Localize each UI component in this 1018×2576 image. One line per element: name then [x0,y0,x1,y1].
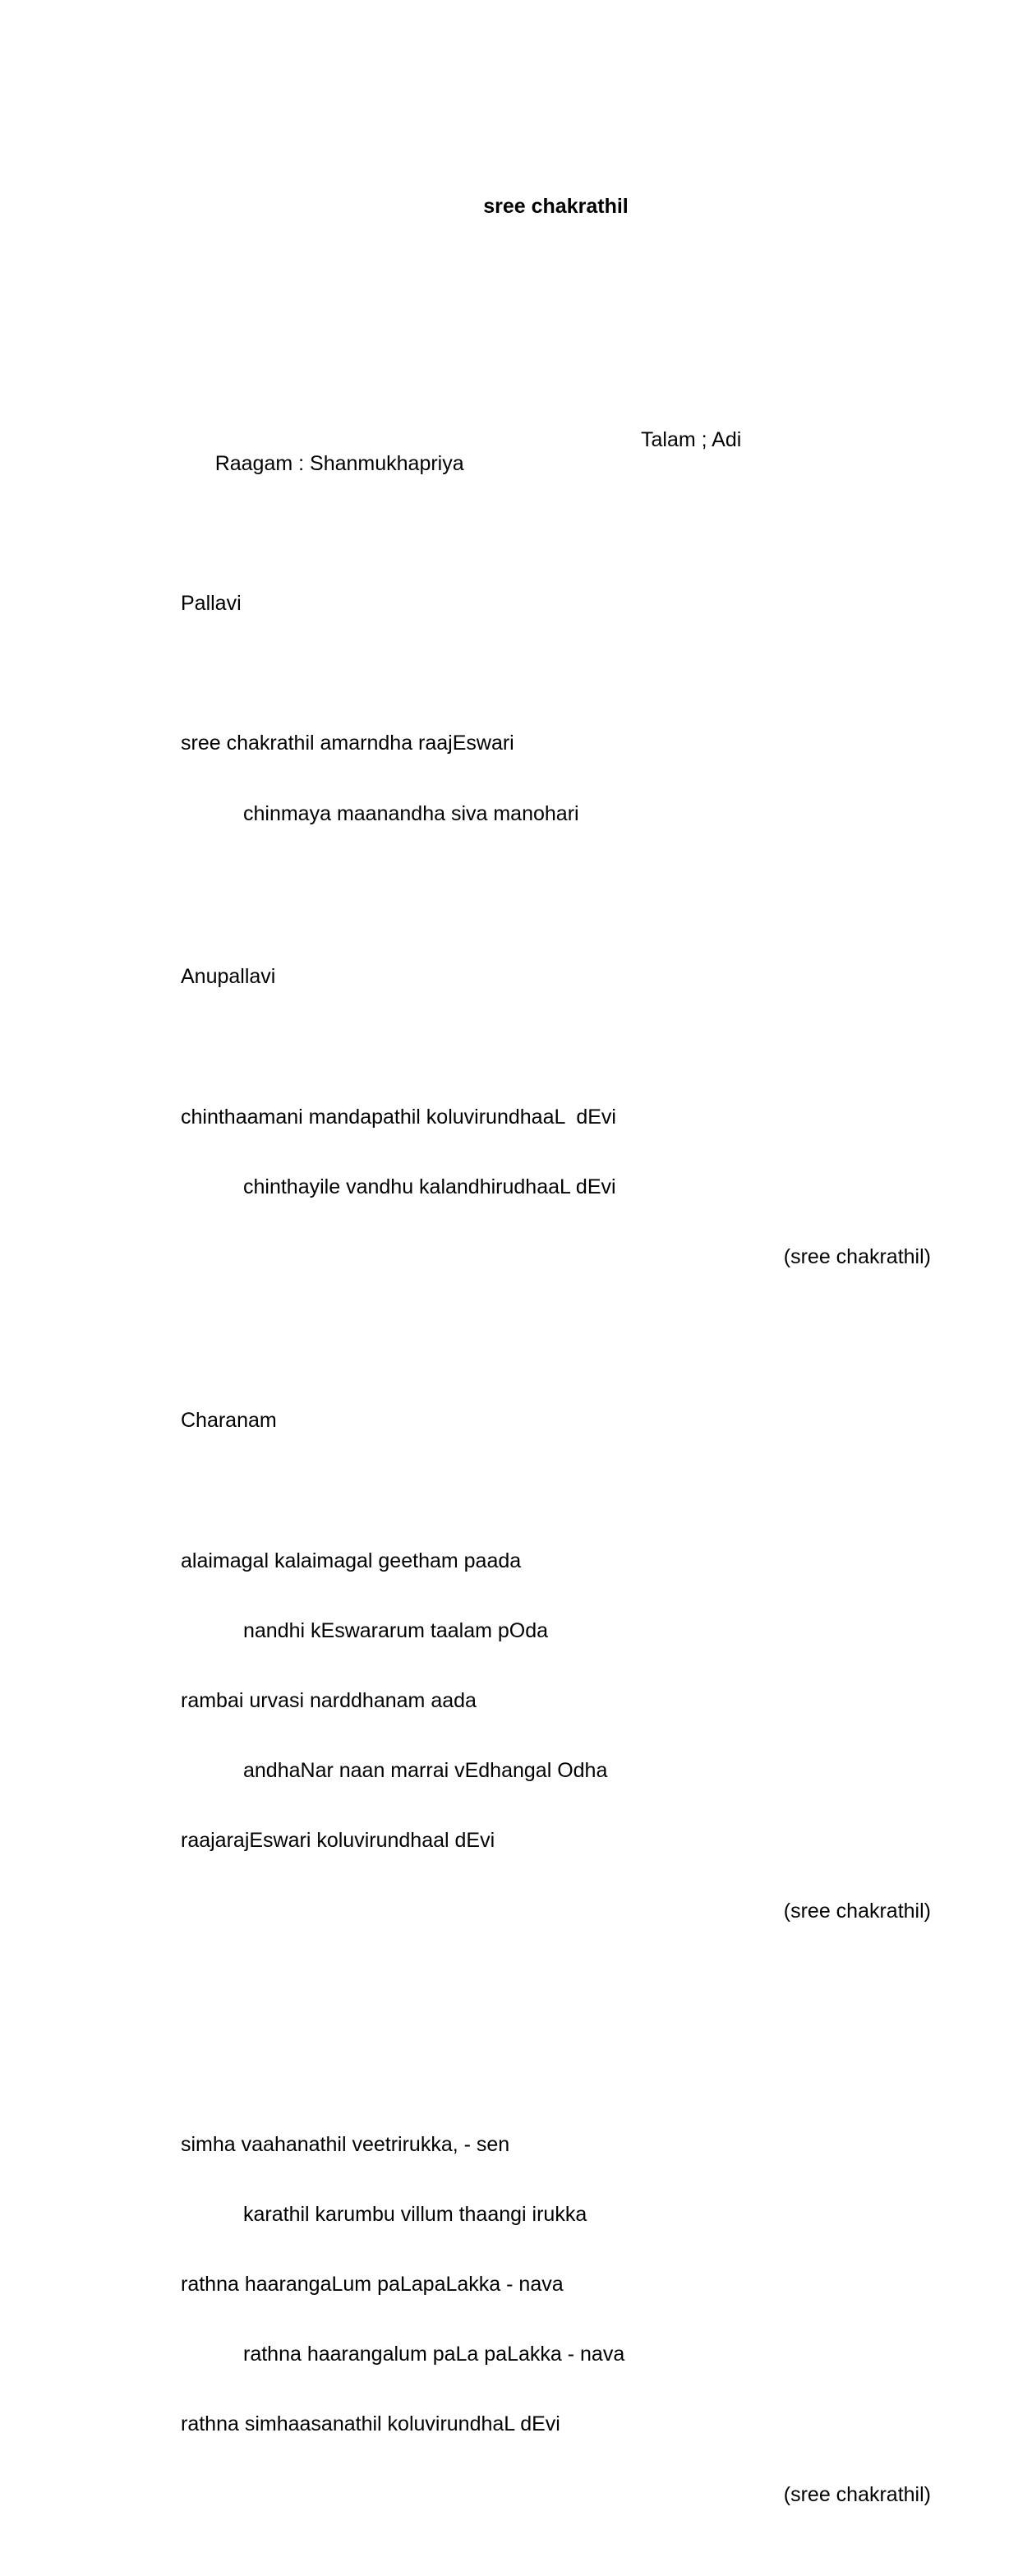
lyrics-content [181,125,931,2576]
pallavi-heading: Pallavi [181,592,242,616]
pallavi-line: sree chakrathil amarndha raajEswari [181,732,514,755]
charanam-line: rathna simhaasanathil koluvirundhaL dEvi [181,2412,560,2436]
anupallavi-line: chinthaamani mandapathil koluvirundhaaL dEvi [181,1105,616,1129]
refrain-line: (sree chakrathil) [783,1899,931,1923]
blank-line [181,335,931,358]
charanam-line: rathna haarangalum paLa paLakka - nava [243,2343,625,2366]
blank-line [181,662,931,685]
anupallavi-line: chinthayile vandhu kalandhirudhaaL dEvi [243,1175,616,1199]
song-title: sree chakrathil [483,195,629,219]
blank-line [181,1315,931,1338]
charanam-line: nandhi kEswararum taalam pOda [243,1618,549,1642]
refrain-line: (sree chakrathil) [783,1245,931,1269]
charanam-line: raajarajEswari koluvirundhaal dEvi [181,1829,495,1853]
charanam-line: karathil karumbu villum thaangi irukka [243,2202,587,2226]
raga-tala-row [181,428,931,475]
charanam-line: andhaNar naan marrai vEdhangal Odha [243,1759,608,1783]
blank-line [181,1969,931,1992]
anupallavi-heading: Anupallavi [181,965,276,989]
charanam-line: rathna haarangaLum paLapaLakka - nava [181,2272,564,2296]
blank-line [181,1479,931,1502]
refrain-line: (sree chakrathil) [783,2482,931,2506]
blank-line [181,265,931,288]
blank-line [181,872,931,895]
talam-label: Talam ; Adi [641,428,742,452]
blank-line [181,2039,931,2062]
charanam-heading: Charanam [181,1409,277,1433]
blank-line [181,1036,931,1059]
charanam-line: rambai urvasi narddhanam aada [181,1688,477,1712]
pallavi-line: chinmaya maanandha siva manohari [243,801,579,825]
raagam-label: Raagam : Shanmukhapriya [214,451,464,475]
charanam-line: alaimagal kalaimagal geetham paada [181,1549,522,1572]
blank-line [181,498,931,521]
charanam-line: simha vaahanathil veetrirukka, - sen [181,2132,510,2156]
